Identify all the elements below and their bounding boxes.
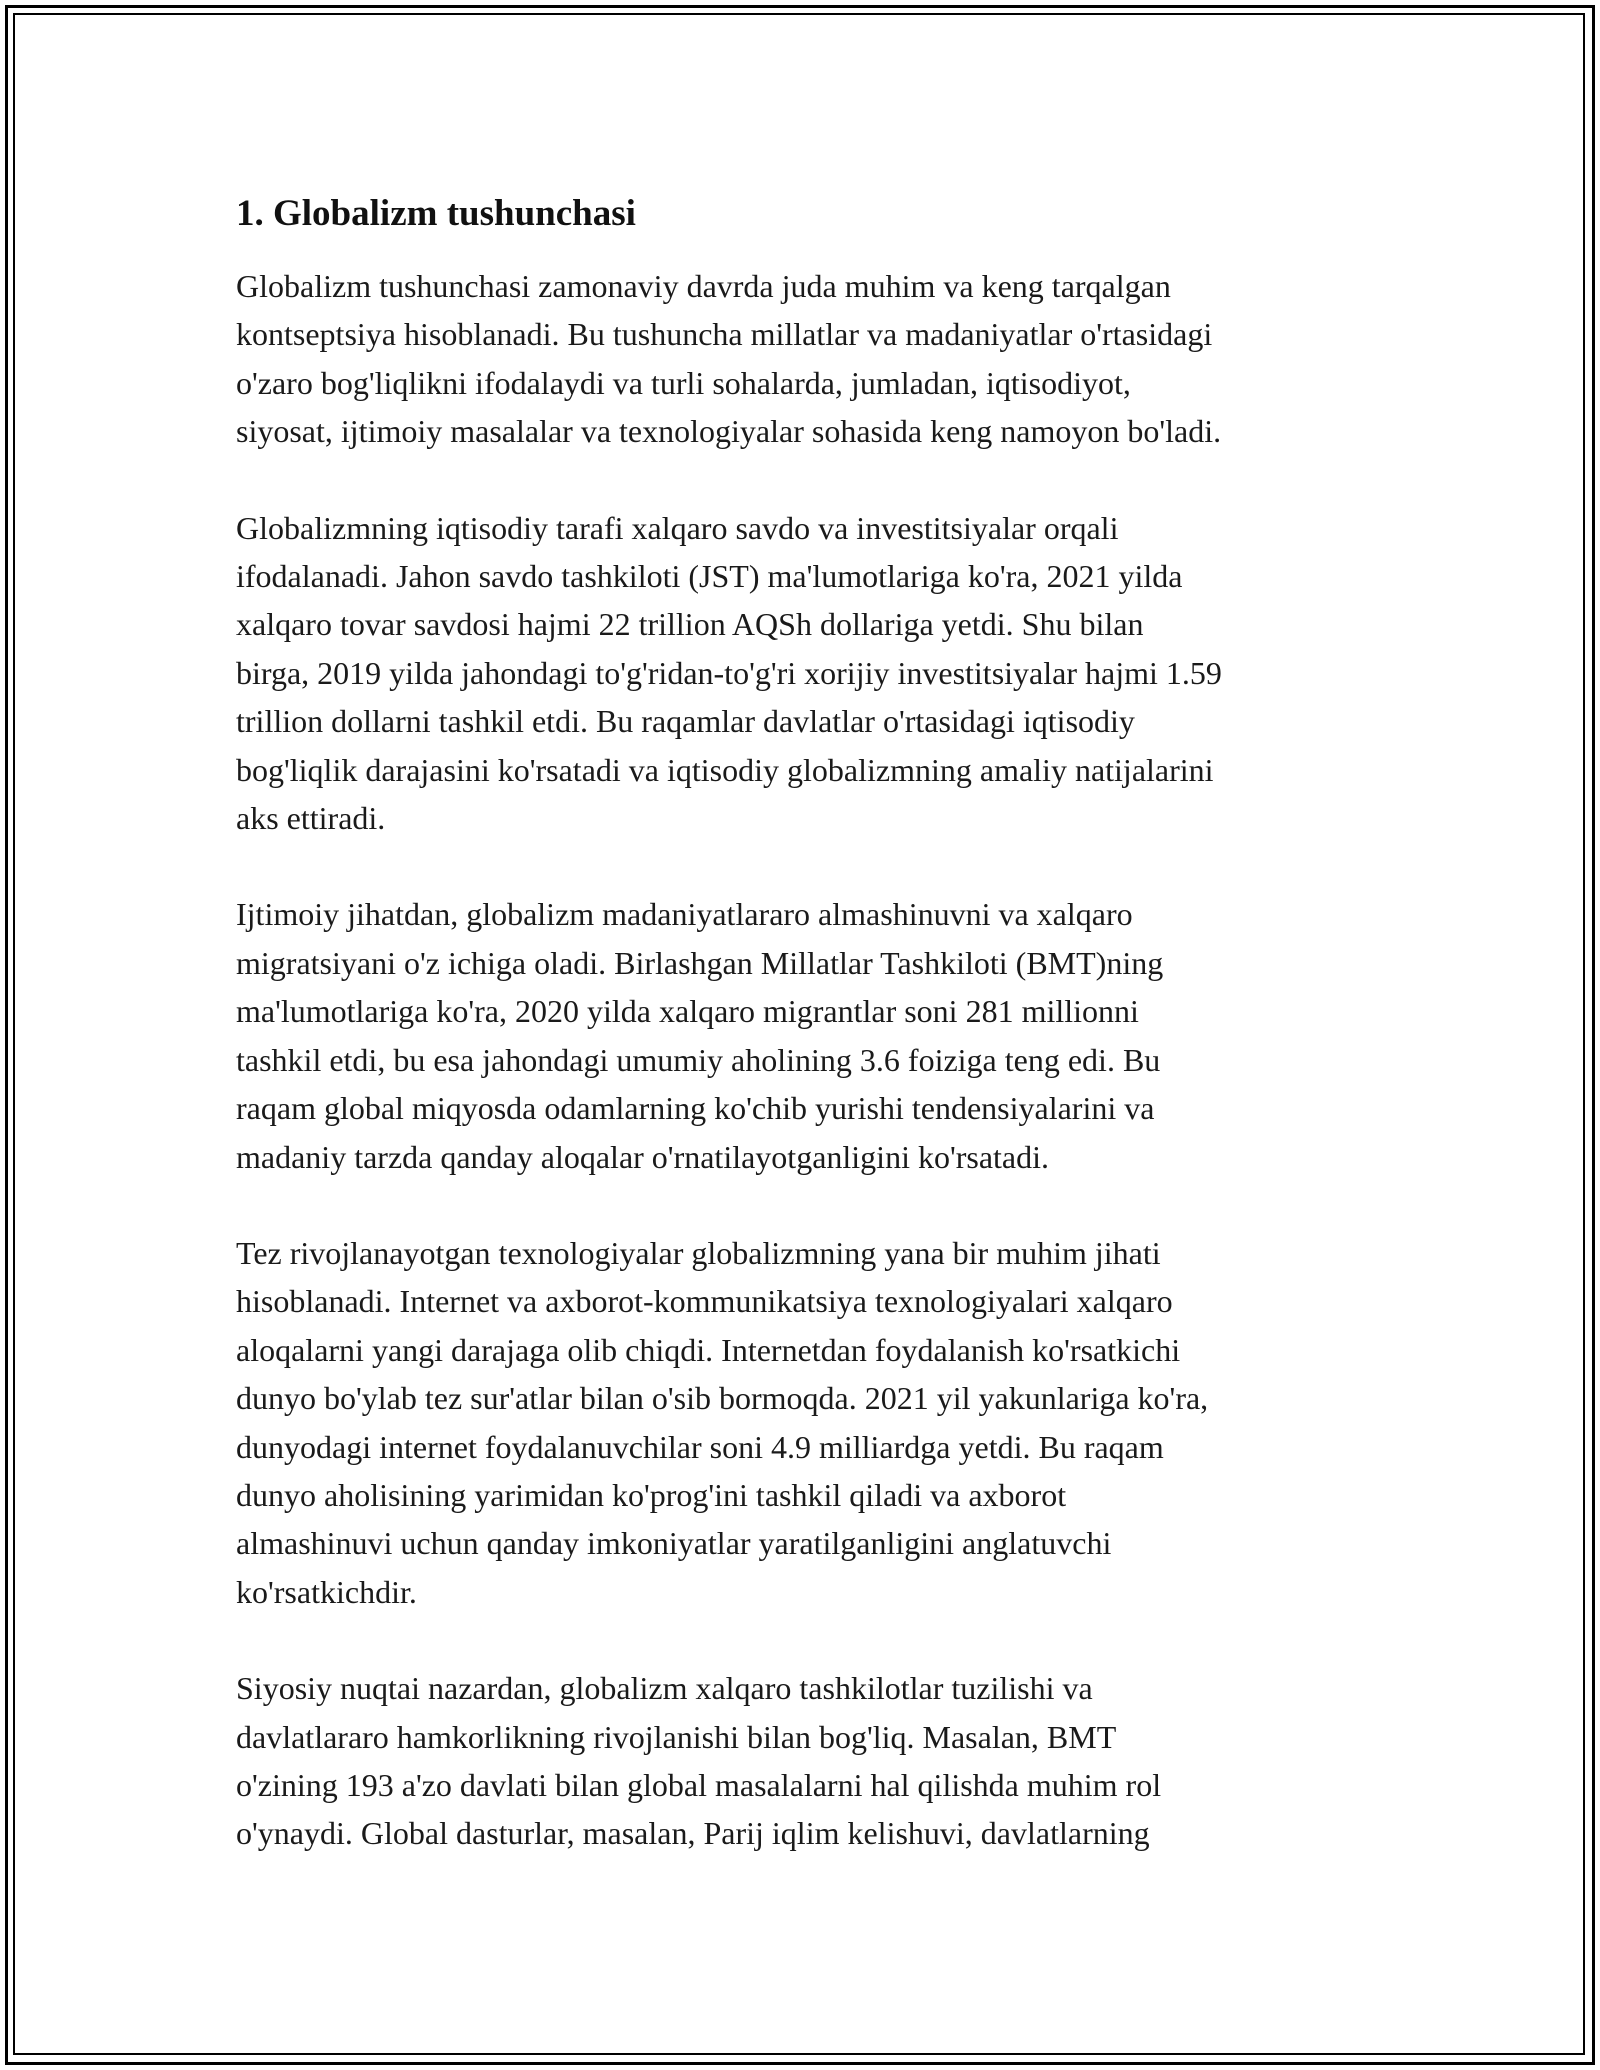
text-line: Globalizmning iqtisodiy tarafi xalqaro savdo va investitsiyalar orqali <box>236 509 1119 546</box>
body-paragraph <box>236 1664 1386 1858</box>
text-line: aks ettiradi. <box>236 800 386 837</box>
text-line: aloqalarni yangi darajaga olib chiqdi. Internetdan foydalanish ko'rsatkichi <box>236 1331 1181 1368</box>
text-line: birga, 2019 yilda jahondagi to'g'ridan-to'g'ri xorijiy investitsiyalar hajmi 1.59 <box>236 654 1222 691</box>
text-line: trillion dollarni tashkil etdi. Bu raqamlar davlatlar o'rtasidagi iqtisodiy <box>236 703 1135 740</box>
paragraph-list <box>236 262 1386 1858</box>
text-line: migratsiyani o'z ichiga oladi. Birlashgan Millatlar Tashkiloti (BMT)ning <box>236 944 1164 981</box>
text-line: bog'liqlik darajasini ko'rsatadi va iqtisodiy globalizmning amaliy natijalarini <box>236 751 1214 788</box>
text-line: hisoblanadi. Internet va axborot-kommunikatsiya texnologiyalari xalqaro <box>236 1283 1173 1320</box>
text-line: ko'rsatkichdir. <box>236 1573 417 1610</box>
body-paragraph <box>236 890 1386 1180</box>
text-line: o'zining 193 a'zo davlati bilan global masalalarni hal qilishda muhim rol <box>236 1766 1162 1803</box>
text-line: xalqaro tovar savdosi hajmi 22 trillion AQSh dollariga yetdi. Shu bilan <box>236 606 1144 643</box>
text-line: madaniy tarzda qanday aloqalar o'rnatilayotganligini ko'rsatadi. <box>236 1138 1050 1175</box>
text-line: raqam global miqyosda odamlarning ko'chib yurishi tendensiyalarini va <box>236 1090 1155 1127</box>
text-line: dunyodagi internet foydalanuvchilar soni 4.9 milliardga yetdi. Bu raqam <box>236 1428 1164 1465</box>
body-paragraph <box>236 504 1386 843</box>
text-line: siyosat, ijtimoiy masalalar va texnologiyalar sohasida keng namoyon bo'ladi. <box>236 413 1222 450</box>
text-line: davlatlararo hamkorlikning rivojlanishi bilan bog'liq. Masalan, BMT <box>236 1718 1117 1755</box>
text-line: Siyosiy nuqtai nazardan, globalizm xalqaro tashkilotlar tuzilishi va <box>236 1670 1093 1707</box>
text-line: almashinuvi uchun qanday imkoniyatlar yaratilganligini anglatuvchi <box>236 1525 1112 1562</box>
text-line: Ijtimoiy jihatdan, globalizm madaniyatlararo almashinuvni va xalqaro <box>236 896 1133 933</box>
text-line: ma'lumotlariga ko'ra, 2020 yilda xalqaro migrantlar soni 281 millionni <box>236 993 1139 1030</box>
section-heading: 1. Globalizm tushunchasi <box>236 193 636 234</box>
text-line: kontseptsiya hisoblanadi. Bu tushuncha millatlar va madaniyatlar o'rtasidagi <box>236 316 1213 353</box>
text-line: dunyo aholisining yarimidan ko'prog'ini tashkil qiladi va axborot <box>236 1476 1067 1513</box>
text-line: Globalizm tushunchasi zamonaviy davrda juda muhim va keng tarqalgan <box>236 268 1171 304</box>
body-paragraph <box>236 262 1386 456</box>
text-line: dunyo bo'ylab tez sur'atlar bilan o'sib bormoqda. 2021 yil yakunlariga ko'ra, <box>236 1380 1209 1417</box>
document-body <box>236 190 1386 1906</box>
body-paragraph <box>236 1229 1386 1616</box>
text-line: ifodalanadi. Jahon savdo tashkiloti (JST) ma'lumotlariga ko'ra, 2021 yilda <box>236 558 1183 595</box>
text-line: tashkil etdi, bu esa jahondagi umumiy aholining 3.6 foiziga teng edi. Bu <box>236 1041 1161 1078</box>
text-line: o'ynaydi. Global dasturlar, masalan, Parij iqlim kelishuvi, davlatlarning <box>236 1815 1150 1852</box>
text-line: Tez rivojlanayotgan texnologiyalar globalizmning yana bir muhim jihati <box>236 1234 1161 1271</box>
text-line: o'zaro bog'liqlikni ifodalaydi va turli sohalarda, jumladan, iqtisodiyot, <box>236 364 1131 401</box>
